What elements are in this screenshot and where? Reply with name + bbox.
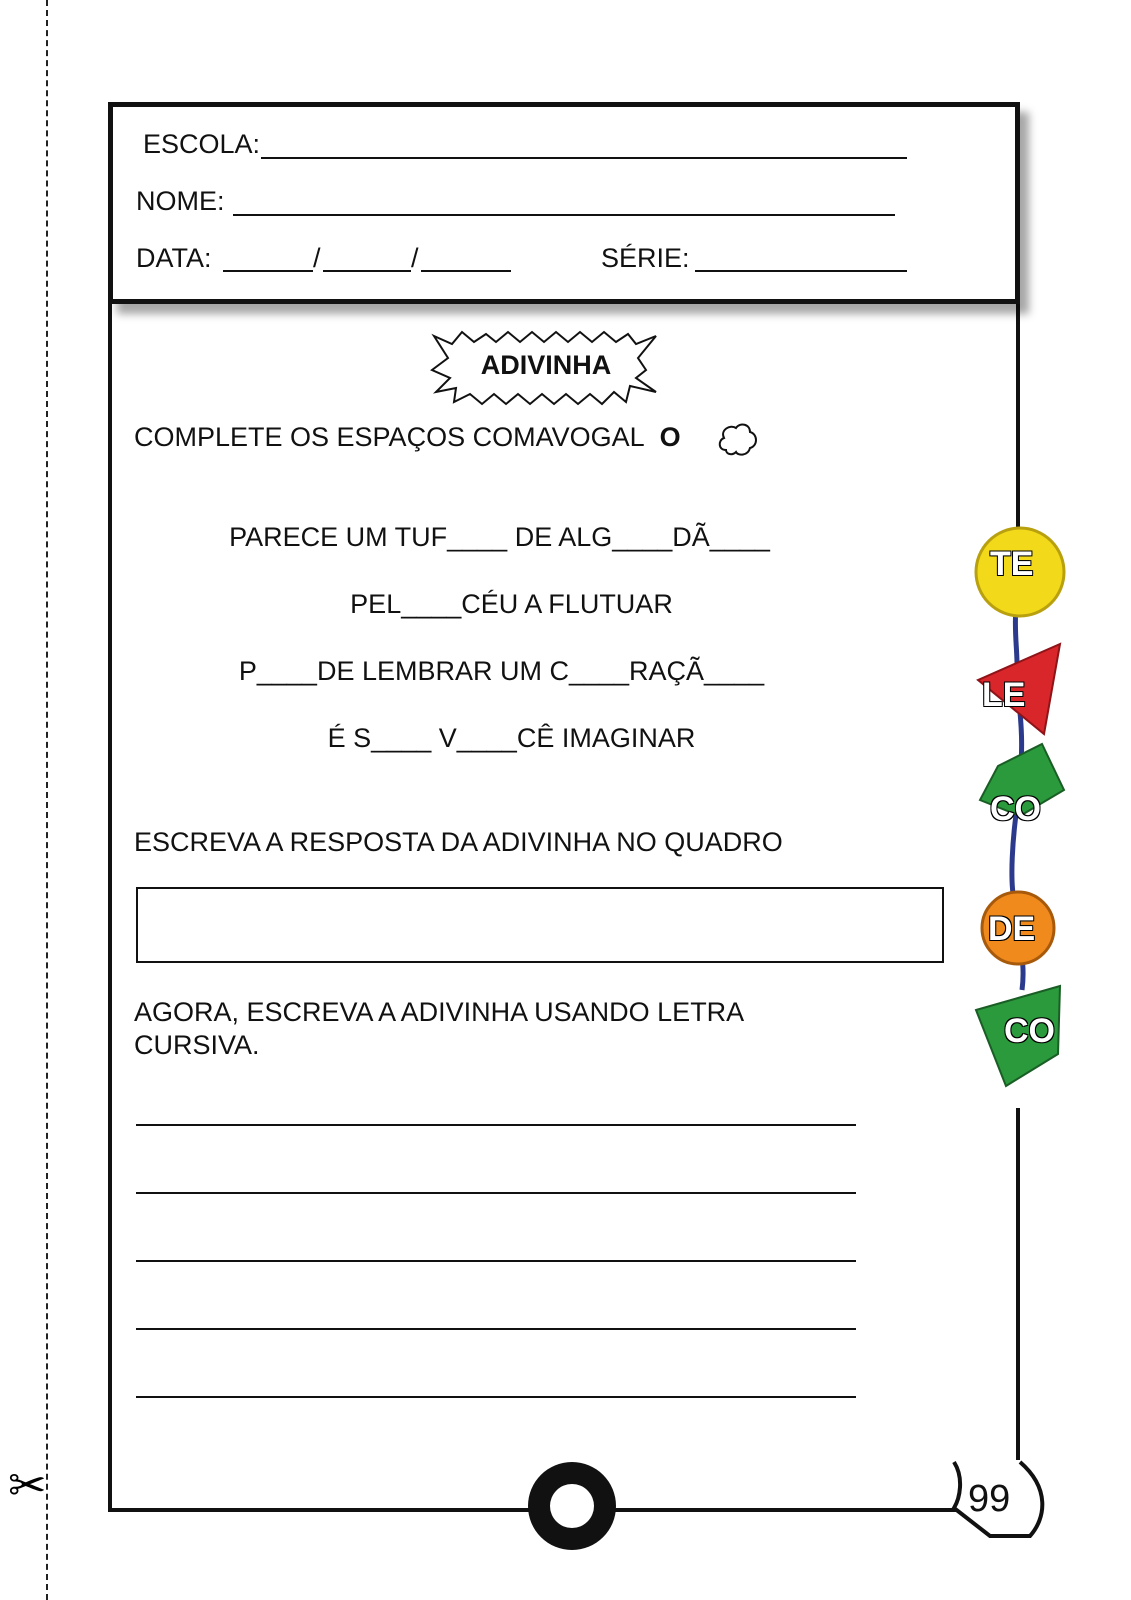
bead-label: TE (990, 545, 1034, 583)
writing-line[interactable] (136, 1328, 856, 1330)
bead-label: CO (1004, 1012, 1055, 1050)
instruction-text: COMPLETE OS ESPAÇOS COMAVOGAL (134, 422, 645, 452)
page-title: ADIVINHA (480, 350, 612, 380)
writing-line[interactable] (136, 1260, 856, 1262)
frame-right-border (1016, 1108, 1020, 1460)
cloud-icon (716, 420, 758, 458)
bead-label: DE (988, 910, 1036, 948)
frame-right-border (1016, 300, 1020, 530)
writing-line[interactable] (136, 1396, 856, 1398)
ring-decoration (524, 1458, 620, 1554)
vowel-label: O (659, 422, 681, 452)
instruction-complete (134, 422, 681, 453)
scissors-icon: ✂ (8, 1459, 47, 1511)
grade-field[interactable] (695, 270, 907, 272)
grade-label: SÉRIE: (601, 243, 690, 273)
school-field[interactable] (261, 157, 907, 159)
instruction-cursive-line-2: CURSIVA. (134, 1030, 260, 1060)
riddle-line-2: PEL____CÉU A FLUTUAR (350, 589, 673, 619)
bead-label: CO (990, 790, 1041, 828)
instruction-cursive-line-1: AGORA, ESCREVA A ADIVINHA USANDO LETRA (134, 997, 745, 1027)
date-label: DATA: (136, 243, 212, 273)
name-label: NOME: (136, 186, 225, 216)
page-number: 99 (968, 1478, 1011, 1520)
cut-line (46, 0, 48, 1600)
riddle-line-4: É S____ V____CÊ IMAGINAR (327, 723, 696, 753)
writing-line[interactable] (136, 1124, 856, 1126)
header-box (108, 102, 1020, 304)
instruction-answer: ESCREVA A RESPOSTA DA ADIVINHA NO QUADRO (134, 827, 783, 857)
writing-line[interactable] (136, 1192, 856, 1194)
date-day-field[interactable] (223, 270, 313, 272)
bead-label: LE (982, 676, 1026, 714)
riddle-line-3: P____DE LEMBRAR UM C____RAÇÃ____ (238, 656, 765, 686)
date-month-field[interactable] (323, 270, 411, 272)
answer-box[interactable] (136, 887, 944, 963)
date-year-field[interactable] (421, 270, 511, 272)
school-label: ESCOLA: (143, 129, 261, 159)
riddle-line-1: PARECE UM TUF____ DE ALG____DÃ____ (229, 522, 770, 552)
date-separator: / (411, 243, 419, 273)
name-field[interactable] (233, 214, 895, 216)
date-separator: / (313, 243, 321, 273)
